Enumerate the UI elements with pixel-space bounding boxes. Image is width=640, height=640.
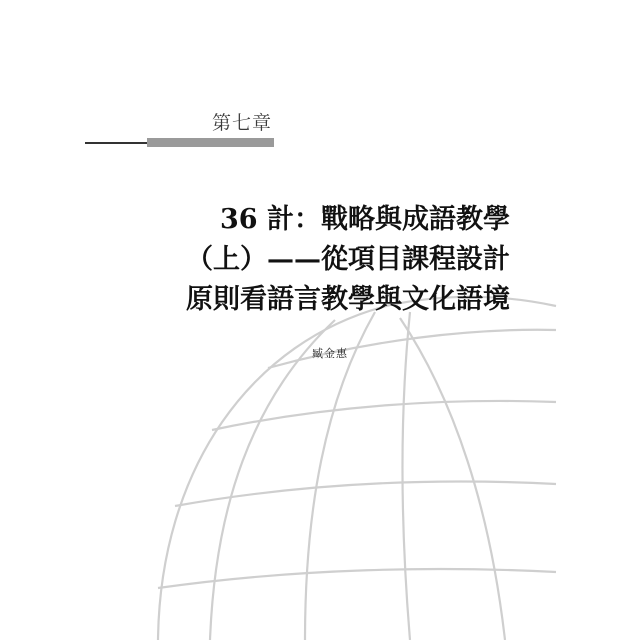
chapter-rule-thick <box>147 138 274 147</box>
globe-longitude-3 <box>403 312 411 640</box>
title-line-3: 原則看語言教學與文化語境 <box>186 284 510 315</box>
globe-longitude-1 <box>210 320 335 640</box>
chapter-title <box>100 200 510 320</box>
author-name: 臧金惠 <box>312 347 348 360</box>
globe-longitude-2 <box>305 312 375 640</box>
title-line-2: （上）——從項目課程設計 <box>186 244 510 275</box>
title-line-1: 36 計：戰略與成語教學 <box>220 204 510 235</box>
globe-longitude-4 <box>400 318 505 640</box>
chapter-rule-thin <box>85 142 147 144</box>
chapter-label: 第七章 <box>212 112 273 134</box>
